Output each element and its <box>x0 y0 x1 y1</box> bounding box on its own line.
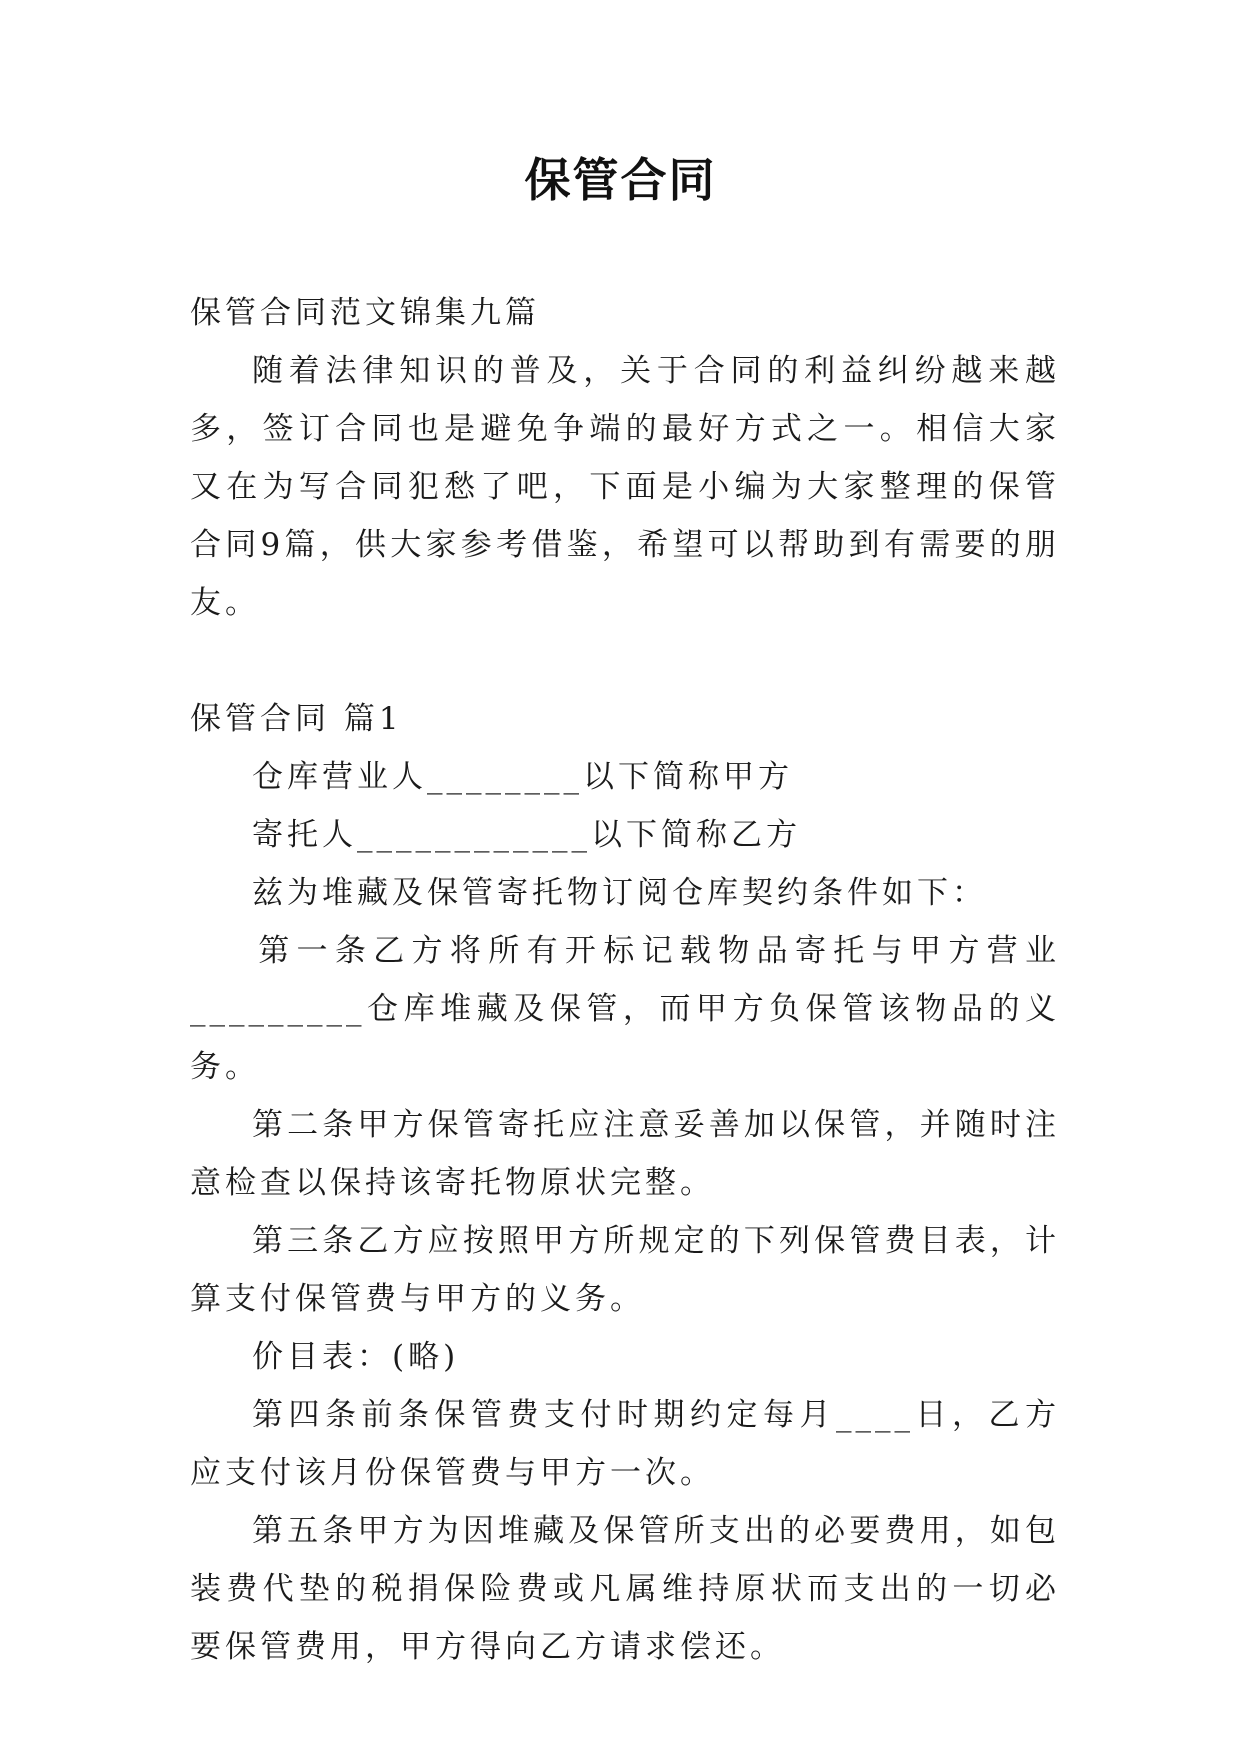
clause-article-3: 第三条乙方应按照甲方所规定的下列保管费目表，计算支付保管费与甲方的义务。 <box>190 1223 1060 1317</box>
intro-paragraph: 随着法律知识的普及，关于合同的利益纠纷越来越多，签订合同也是避免争端的最好方式之一。相信大家又在为写合同犯愁了吧，下面是小编为大家整理的保管合同9篇，供大家参考借鉴，希望可以帮助到有需要的朋友。 <box>190 353 1060 621</box>
clause-preamble: 兹为堆藏及保管寄托物订阅仓库契约条件如下： <box>252 875 987 911</box>
spacer <box>190 632 1060 690</box>
clause-article-2: 第二条甲方保管寄托应注意妥善加以保管，并随时注意检查以保持该寄托物原状完整。 <box>190 1107 1060 1201</box>
clause-article-4: 第四条前条保管费支付时期约定每月____日，乙方应支付该月份保管费与甲方一次。 <box>190 1397 1060 1491</box>
document-body <box>190 284 1060 1676</box>
clause-article-5: 第五条甲方为因堆藏及保管所支出的必要费用，如包装费代垫的税捐保险费或凡属维持原状而支出的一切必要保管费用，甲方得向乙方请求偿还。 <box>190 1513 1060 1665</box>
document-subtitle: 保管合同范文锦集九篇 <box>190 295 540 331</box>
document-title: 保管合同 <box>524 153 717 207</box>
clause-depositor: 寄托人____________以下简称乙方 <box>252 817 801 853</box>
clause-price-list: 价目表：(略) <box>252 1339 460 1375</box>
clause-article-1: 第一条乙方将所有开标记载物品寄托与甲方营业_________仓库堆藏及保管，而甲方负保管该物品的义务。 <box>190 933 1060 1085</box>
clause-warehouse-operator: 仓库营业人________以下简称甲方 <box>252 759 793 795</box>
section-heading: 保管合同 篇1 <box>190 701 403 737</box>
